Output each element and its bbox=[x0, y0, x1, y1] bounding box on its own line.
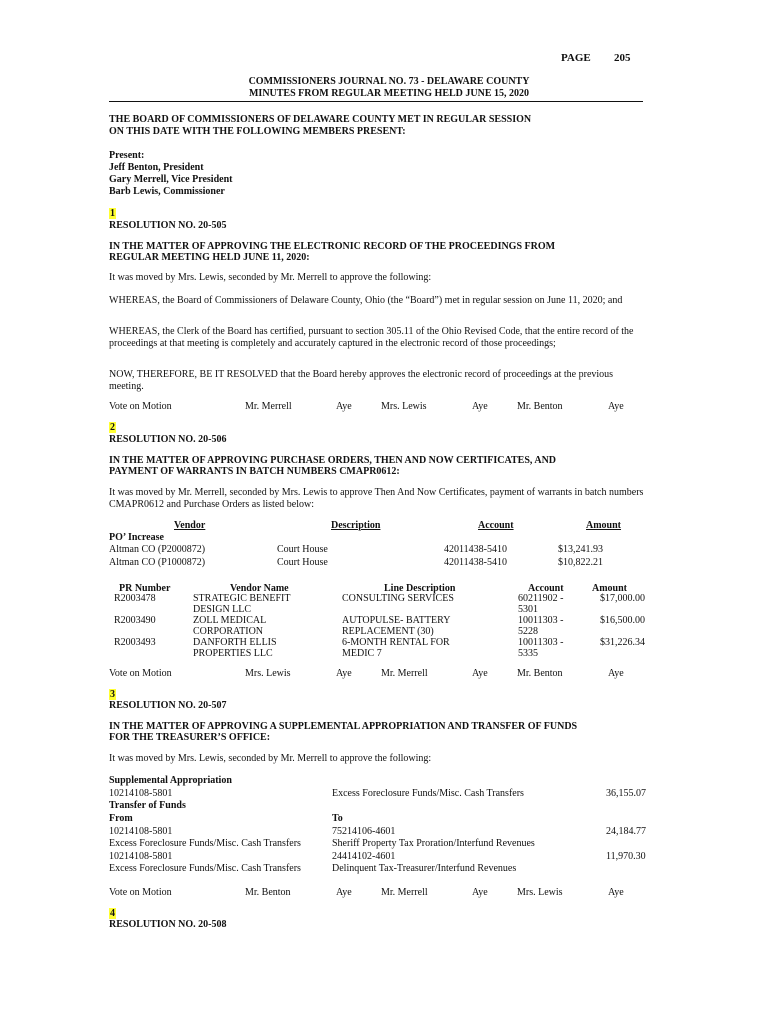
transfer-amount: 11,970.30 bbox=[606, 851, 646, 862]
pr-header-account: Account bbox=[528, 583, 564, 594]
pr-row-account: 5228 bbox=[518, 626, 538, 637]
transfer-label: Transfer of Funds bbox=[109, 800, 186, 811]
vote-aye-1a: Aye bbox=[336, 401, 352, 412]
vote-aye-2b: Aye bbox=[472, 668, 488, 679]
pr-row-amount: $31,226.34 bbox=[600, 637, 645, 648]
present-label: Present: bbox=[109, 150, 145, 161]
pr-row-vendor: DESIGN LLC bbox=[193, 604, 252, 615]
pr-row-line: MEDIC 7 bbox=[342, 648, 382, 659]
minutes-title: MINUTES FROM REGULAR MEETING HELD JUNE 15, 2020 bbox=[248, 88, 530, 99]
resolution-matter-1a: IN THE MATTER OF APPROVING THE ELECTRONIC RECORD OF THE PROCEEDINGS FROM bbox=[109, 241, 556, 252]
resolution-marker-4: 4 bbox=[110, 908, 115, 919]
pr-row-vendor: STRATEGIC BENEFIT bbox=[193, 593, 291, 604]
transfer-to-label: To bbox=[332, 813, 343, 824]
pr-row-vendor: ZOLL MEDICAL bbox=[193, 615, 267, 626]
pr-row-amount: $16,500.00 bbox=[600, 615, 645, 626]
resolution-matter-2a: IN THE MATTER OF APPROVING PURCHASE ORDERS, THEN AND NOW CERTIFICATES, AND bbox=[109, 455, 557, 466]
journal-title: COMMISSIONERS JOURNAL NO. 73 - DELAWARE COUNTY bbox=[248, 76, 530, 87]
transfer-to-account: 24414102-4601 bbox=[332, 851, 396, 862]
po-header-amount: Amount bbox=[586, 520, 622, 531]
pr-row-vendor: PROPERTIES LLC bbox=[193, 648, 273, 659]
pr-header-line: Line Description bbox=[384, 583, 456, 594]
intro-line-2: ON THIS DATE WITH THE FOLLOWING MEMBERS PRESENT: bbox=[109, 126, 406, 137]
resolution-matter-3a: IN THE MATTER OF APPROVING A SUPPLEMENTAL APPROPRIATION AND TRANSFER OF FUNDS bbox=[109, 721, 578, 732]
transfer-to-description: Delinquent Tax-Treasurer/Interfund Revenues bbox=[332, 863, 517, 874]
pr-row-number: R2003493 bbox=[114, 637, 156, 648]
pr-row-account: 5301 bbox=[518, 604, 538, 615]
pr-header-amount: Amount bbox=[592, 583, 628, 594]
transfer-from-label: From bbox=[109, 813, 133, 824]
vote-label-1: Vote on Motion bbox=[109, 401, 172, 412]
po-row-account: 42011438-5410 bbox=[444, 557, 507, 568]
po-header-account: Account bbox=[478, 520, 514, 531]
resolution-title-1: RESOLUTION NO. 20-505 bbox=[109, 220, 227, 231]
transfer-from-account: 10214108-5801 bbox=[109, 851, 173, 862]
member-commissioner: Barb Lewis, Commissioner bbox=[109, 186, 225, 197]
vote-member-1a: Mr. Merrell bbox=[245, 401, 292, 412]
po-row-vendor: Altman CO (P1000872) bbox=[109, 557, 206, 568]
resolution-title-2: RESOLUTION NO. 20-506 bbox=[109, 434, 227, 445]
vote-aye-3c: Aye bbox=[608, 887, 624, 898]
resolution-marker-3: 3 bbox=[110, 689, 115, 700]
vote-member-2c: Mr. Benton bbox=[517, 668, 563, 679]
pr-row-vendor: DANFORTH ELLIS bbox=[193, 637, 277, 648]
motion-text-2: It was moved by Mr. Merrell, seconded by Mrs. Lewis to approve Then And Now Certificates, payment of warrants in batch numbers CMAPR0612 and Purchase Orders as listed below: bbox=[109, 487, 644, 510]
pr-row-line: CONSULTING SERVICES bbox=[342, 593, 454, 604]
pr-row-line: AUTOPULSE- BATTERY bbox=[342, 615, 451, 626]
pr-row-number: R2003478 bbox=[114, 593, 156, 604]
po-header-vendor: Vendor bbox=[174, 520, 206, 531]
resolution-title-3: RESOLUTION NO. 20-507 bbox=[109, 700, 227, 711]
vote-aye-2a: Aye bbox=[336, 668, 352, 679]
po-row-account: 42011438-5410 bbox=[444, 544, 507, 555]
po-header-description: Description bbox=[331, 520, 381, 531]
pr-row-number: R2003490 bbox=[114, 615, 156, 626]
member-vice-president: Gary Merrell, Vice President bbox=[109, 174, 233, 185]
resolution-title-4: RESOLUTION NO. 20-508 bbox=[109, 919, 227, 930]
motion-text-1: It was moved by Mrs. Lewis, seconded by Mr. Merrell to approve the following: bbox=[109, 272, 432, 283]
transfer-to-description: Sheriff Property Tax Proration/Interfund Revenues bbox=[332, 838, 535, 849]
therefore-paragraph: NOW, THEREFORE, BE IT RESOLVED that the Board hereby approves the electronic record of proceedings at the previous meeting. bbox=[109, 369, 614, 392]
vote-label-2: Vote on Motion bbox=[109, 668, 172, 679]
resolution-marker-1: 1 bbox=[110, 208, 115, 219]
header-rule bbox=[109, 101, 643, 102]
member-president: Jeff Benton, President bbox=[109, 162, 204, 173]
po-row-description: Court House bbox=[277, 557, 328, 568]
transfer-from-description: Excess Foreclosure Funds/Misc. Cash Transfers bbox=[109, 863, 301, 874]
supplemental-description: Excess Foreclosure Funds/Misc. Cash Transfers bbox=[332, 788, 524, 799]
pr-row-amount: $17,000.00 bbox=[600, 593, 645, 604]
vote-member-1b: Mrs. Lewis bbox=[381, 401, 427, 412]
pr-row-account: 60211902 - bbox=[518, 593, 564, 604]
intro-line-1: THE BOARD OF COMMISSIONERS OF DELAWARE COUNTY MET IN REGULAR SESSION bbox=[109, 114, 532, 125]
vote-member-1c: Mr. Benton bbox=[517, 401, 563, 412]
resolution-marker-2: 2 bbox=[110, 422, 115, 433]
vote-member-2a: Mrs. Lewis bbox=[245, 668, 291, 679]
vote-aye-1b: Aye bbox=[472, 401, 488, 412]
pr-header-vendor: Vendor Name bbox=[230, 583, 289, 594]
transfer-amount: 24,184.77 bbox=[606, 826, 646, 837]
resolution-matter-1b: REGULAR MEETING HELD JUNE 11, 2020: bbox=[109, 252, 310, 263]
whereas-paragraph-2: WHEREAS, the Clerk of the Board has certified, pursuant to section 305.11 of the Ohio Revised Code, that the entire record of the proceedings at that meeting is completely and accurately captured in the electronic record of those proceedings; bbox=[109, 326, 634, 349]
page-number: 205 bbox=[614, 52, 631, 64]
transfer-from-description: Excess Foreclosure Funds/Misc. Cash Transfers bbox=[109, 838, 301, 849]
resolution-matter-2b: PAYMENT OF WARRANTS IN BATCH NUMBERS CMAPR0612: bbox=[109, 466, 400, 477]
pr-row-line: REPLACEMENT (30) bbox=[342, 626, 434, 637]
motion-text-3: It was moved by Mrs. Lewis, seconded by Mr. Merrell to approve the following: bbox=[109, 753, 432, 764]
vote-member-3b: Mr. Merrell bbox=[381, 887, 428, 898]
vote-aye-1c: Aye bbox=[608, 401, 624, 412]
pr-row-vendor: CORPORATION bbox=[193, 626, 264, 637]
vote-aye-2c: Aye bbox=[608, 668, 624, 679]
vote-member-3c: Mrs. Lewis bbox=[517, 887, 563, 898]
vote-member-3a: Mr. Benton bbox=[245, 887, 291, 898]
whereas-paragraph-1: WHEREAS, the Board of Commissioners of Delaware County, Ohio (the “Board”) met in regular session on June 11, 2020; and bbox=[109, 295, 623, 306]
transfer-to-account: 75214106-4601 bbox=[332, 826, 396, 837]
vote-aye-3b: Aye bbox=[472, 887, 488, 898]
po-increase-label: PO’ Increase bbox=[109, 532, 164, 543]
vote-aye-3a: Aye bbox=[336, 887, 352, 898]
po-row-amount: $10,822.21 bbox=[558, 557, 603, 568]
supplemental-label: Supplemental Appropriation bbox=[109, 775, 232, 786]
po-row-amount: $13,241.93 bbox=[558, 544, 603, 555]
po-row-description: Court House bbox=[277, 544, 328, 555]
page-label: PAGE bbox=[561, 52, 591, 64]
supplemental-account: 10214108-5801 bbox=[109, 788, 173, 799]
pr-row-account: 10011303 - bbox=[518, 615, 564, 626]
vote-label-3: Vote on Motion bbox=[109, 887, 172, 898]
po-row-vendor: Altman CO (P2000872) bbox=[109, 544, 206, 555]
pr-header-number: PR Number bbox=[119, 583, 171, 594]
pr-row-line: 6-MONTH RENTAL FOR bbox=[342, 637, 450, 648]
transfer-from-account: 10214108-5801 bbox=[109, 826, 173, 837]
supplemental-amount: 36,155.07 bbox=[606, 788, 646, 799]
pr-row-account: 5335 bbox=[518, 648, 538, 659]
resolution-matter-3b: FOR THE TREASURER’S OFFICE: bbox=[109, 732, 271, 743]
vote-member-2b: Mr. Merrell bbox=[381, 668, 428, 679]
pr-row-account: 10011303 - bbox=[518, 637, 564, 648]
